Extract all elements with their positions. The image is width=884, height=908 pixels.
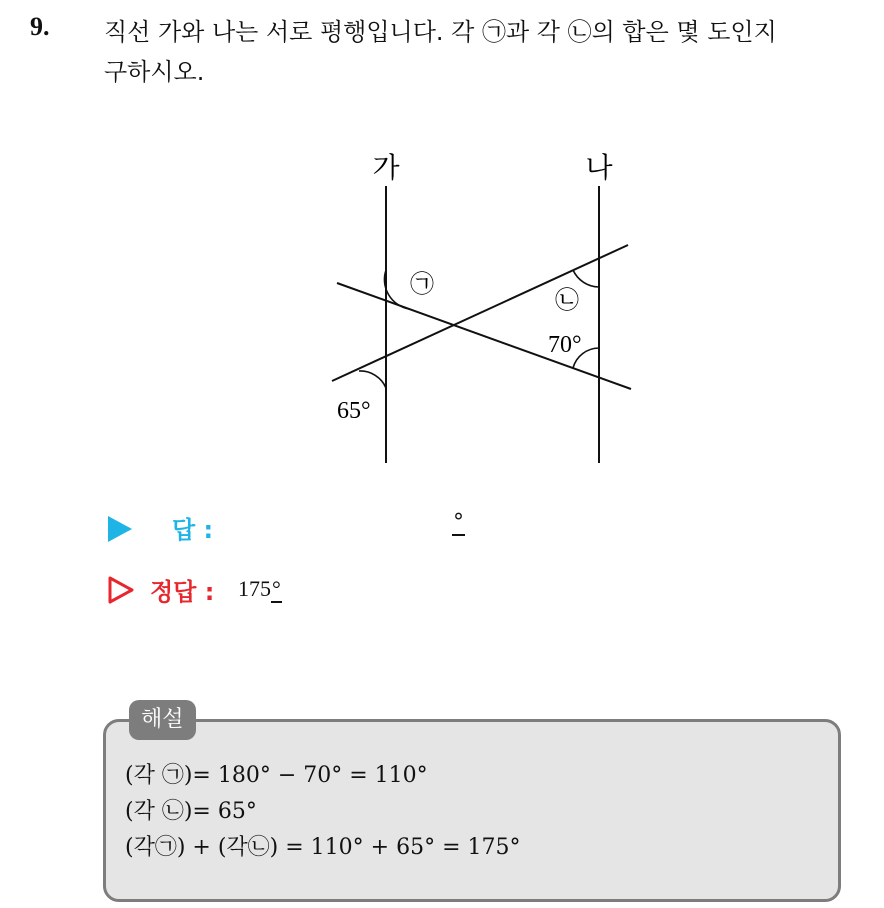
- question-line-1: 직선 가와 나는 서로 평행입니다. 각 ㉠과 각 ㉡의 합은 몇 도인지: [104, 18, 777, 46]
- label-angle-a: ㉠: [410, 270, 434, 298]
- transversal-descending: [337, 283, 631, 389]
- explanation-tag: 해설: [129, 700, 196, 740]
- explanation-line-3: (각㉠) + (각㉡) = 110° + 65° = 175°: [125, 835, 521, 860]
- label-line-na: 나: [585, 151, 613, 184]
- label-angle-65: 65°: [337, 398, 371, 424]
- correct-answer-label: 정답 :: [150, 578, 215, 606]
- outline-triangle-icon: [108, 576, 134, 604]
- label-angle-b: ㉡: [555, 286, 579, 314]
- correct-answer-number: 175: [238, 576, 271, 601]
- question-line-2: 구하시오.: [104, 58, 205, 86]
- arc-angle-65: [359, 371, 386, 388]
- arc-angle-a: [384, 270, 409, 309]
- correct-answer-unit: °: [272, 576, 281, 601]
- play-triangle-icon: [108, 516, 132, 542]
- explanation-line-1: (각 ㉠)= 180° − 70° = 110°: [125, 763, 428, 788]
- label-line-ga: 가: [372, 151, 400, 184]
- answer-blank[interactable]: °: [453, 510, 464, 535]
- label-angle-70: 70°: [548, 332, 582, 358]
- question-number: 9.: [30, 12, 50, 41]
- explanation-content: [125, 758, 521, 866]
- arc-angle-b: [573, 270, 599, 287]
- correct-answer-value: [238, 576, 282, 602]
- transversal-ascending: [332, 245, 628, 381]
- answer-label: 답 :: [172, 516, 214, 544]
- explanation-line-2: (각 ㉡)= 65°: [125, 799, 257, 824]
